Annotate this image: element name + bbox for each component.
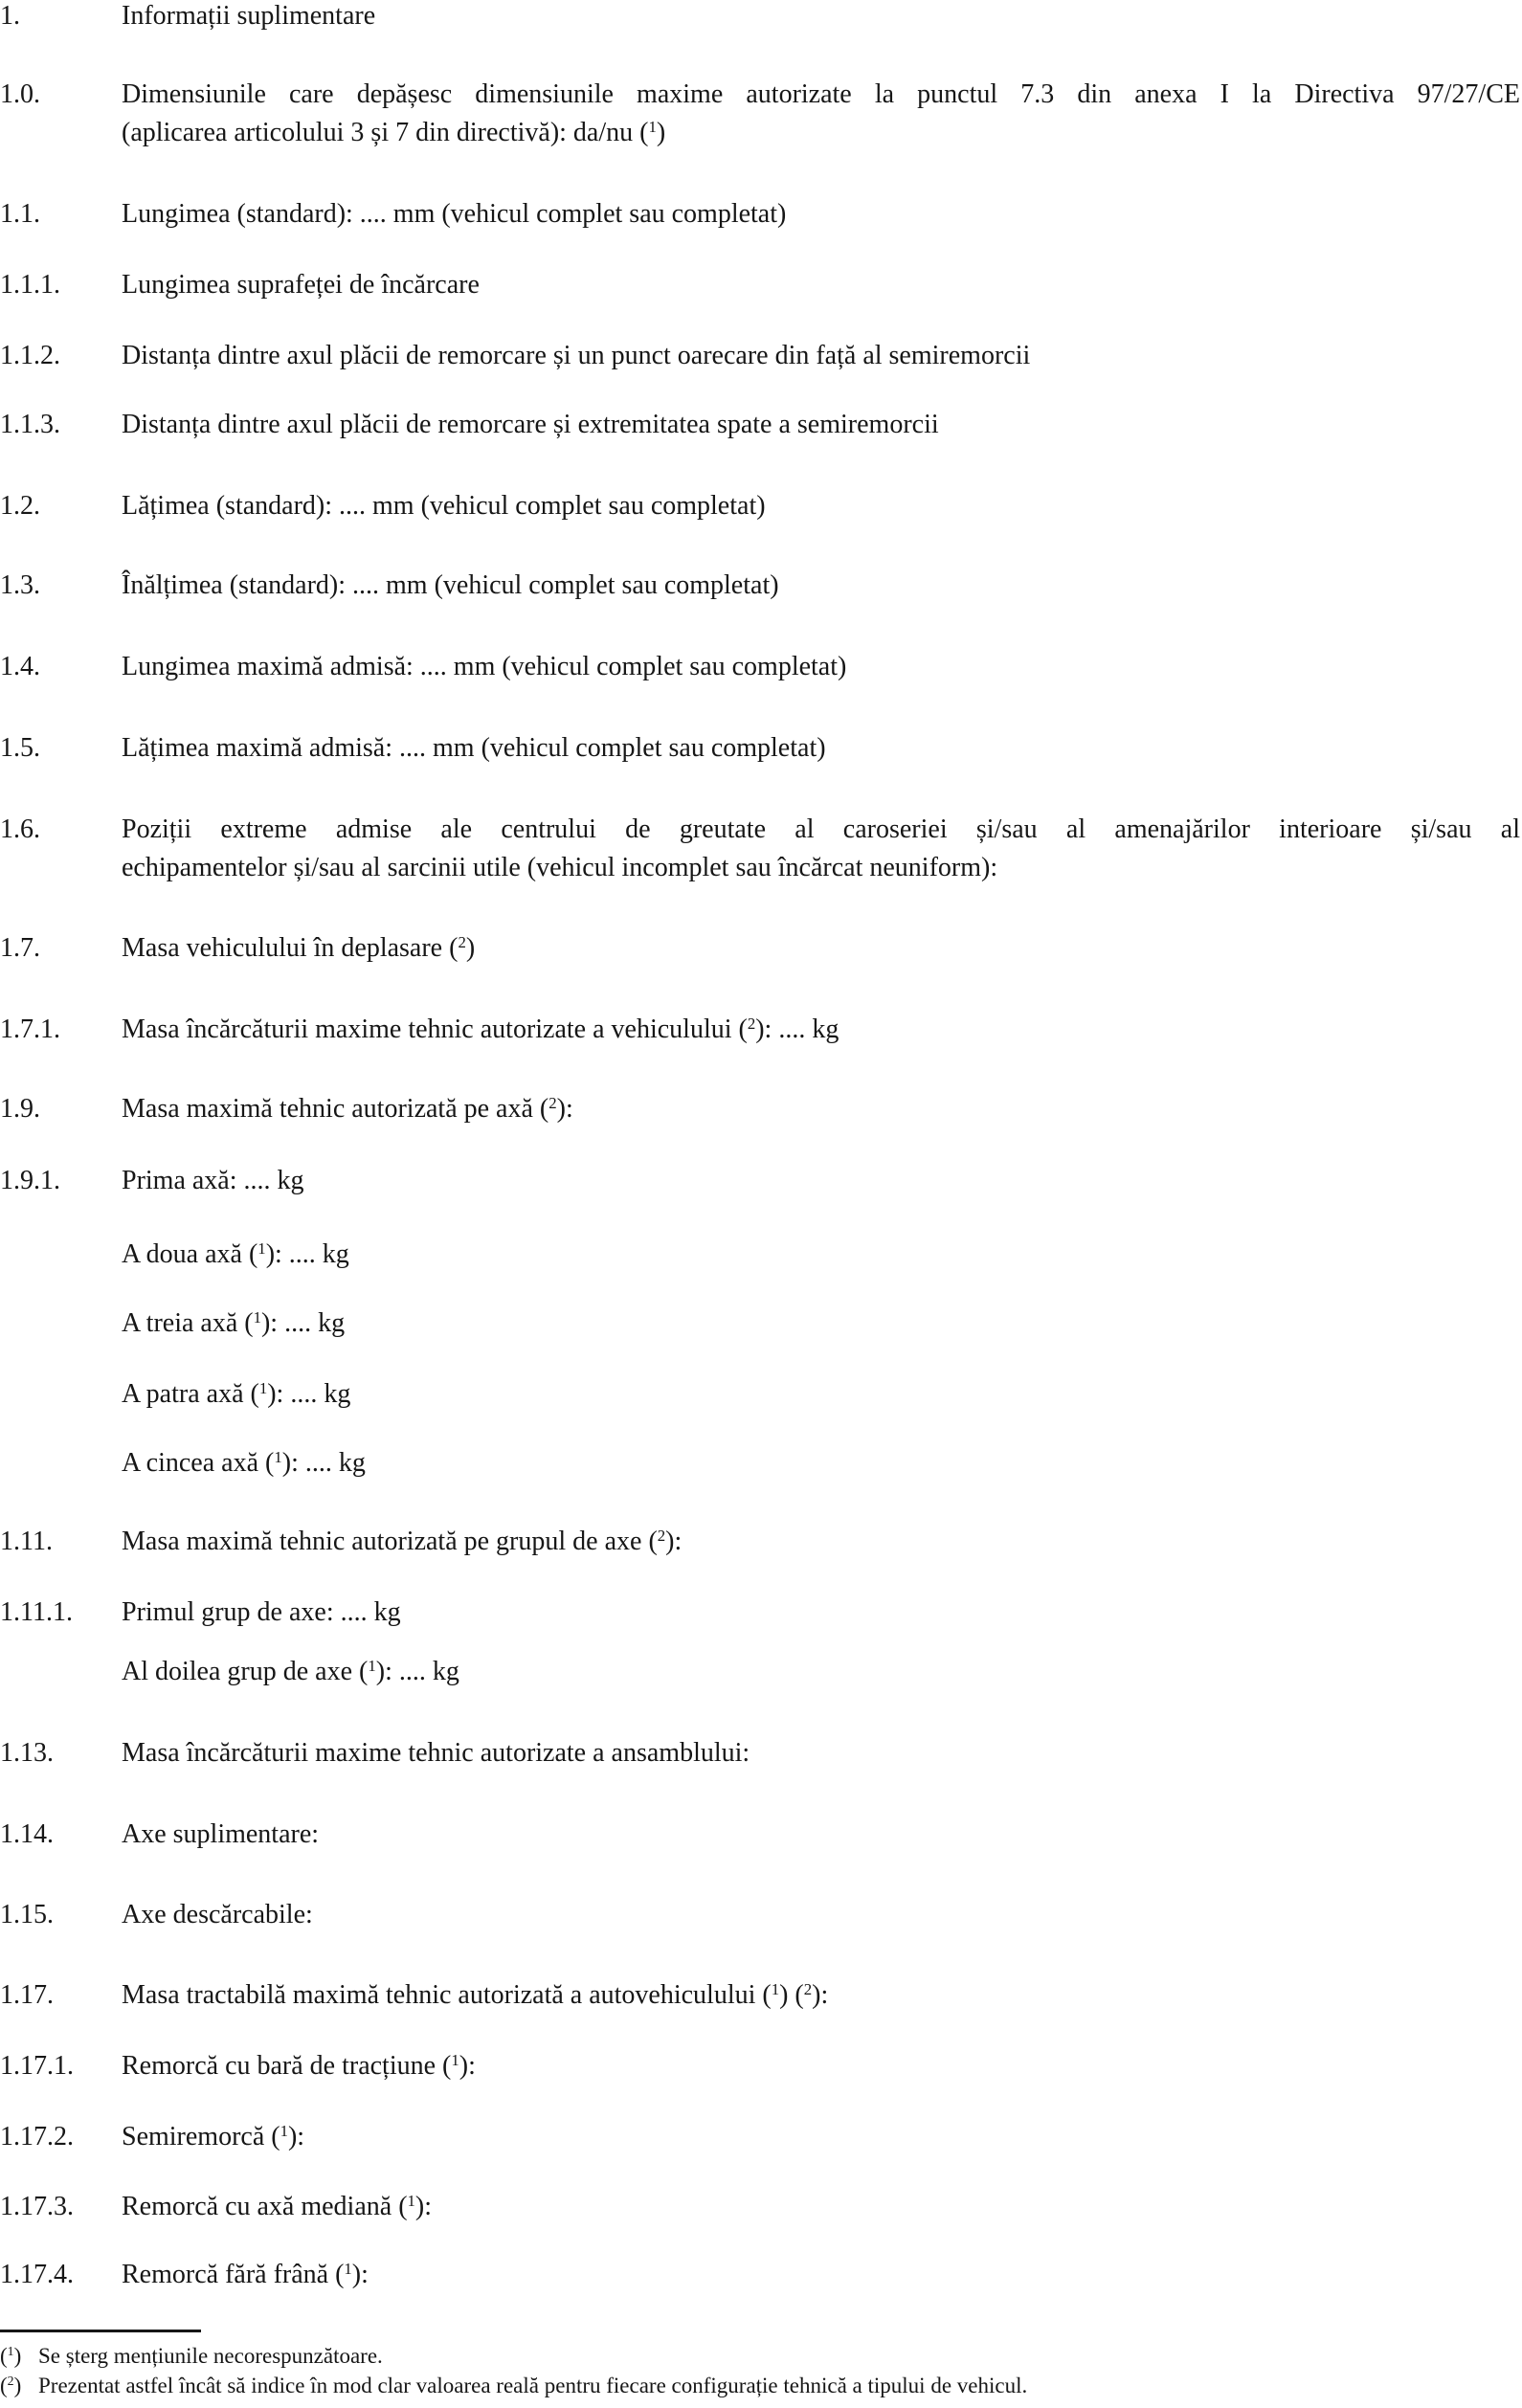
section-text	[122, 1653, 1520, 1691]
text-line	[122, 729, 1520, 768]
text-line	[122, 1444, 1520, 1483]
section-text	[122, 1090, 1520, 1128]
section-text	[122, 1011, 1520, 1049]
section-number: 1.6.	[0, 814, 40, 844]
text-line	[122, 567, 1520, 605]
footnote-reference: 1	[648, 117, 657, 136]
section-text	[122, 0, 1520, 35]
text-segment: Informații suplimentare	[122, 1, 376, 31]
footnote-marker	[0, 2341, 21, 2372]
text-line	[122, 648, 1520, 686]
section-text	[122, 2188, 1520, 2226]
text-line	[122, 1236, 1520, 1274]
section-number: 1.4.	[0, 652, 40, 681]
section-text	[122, 1444, 1520, 1483]
section-text	[122, 1594, 1520, 1632]
text-line	[122, 1653, 1520, 1691]
footnote-text: Prezentat astfel încât să indice în mod clar valoarea reală pentru fiecare configurație tehnică a tipului de vehicul.	[38, 2374, 1028, 2397]
text-line	[122, 2256, 1520, 2294]
text-line	[122, 195, 1520, 234]
text-line	[122, 1090, 1520, 1128]
text-segment: Dimensiunile care depășesc dimensiunile maxime autorizate la punctul 7.3 din anexa I la Directiva 97/27/CE	[122, 79, 1520, 109]
text-segment: Lățimea (standard): .... mm (vehicul complet sau completat)	[122, 491, 766, 521]
text-segment: Axe descărcabile:	[122, 1900, 313, 1929]
text-line	[122, 1523, 1520, 1561]
footnote-reference: 2	[747, 1014, 756, 1033]
footnote-marker	[0, 2371, 21, 2401]
text-segment: ): .... kg	[281, 1448, 366, 1478]
section-text	[122, 567, 1520, 605]
text-segment: A doua axă (	[122, 1239, 258, 1269]
section-text	[122, 487, 1520, 525]
section-text	[122, 648, 1520, 686]
section-number: 1.7.1.	[0, 1014, 60, 1044]
text-segment: Primul grup de axe: .... kg	[122, 1597, 401, 1627]
text-line	[122, 1816, 1520, 1854]
text-segment: Semiremorcă (	[122, 2122, 280, 2152]
footnote-reference: 1	[258, 1378, 268, 1397]
text-line	[122, 0, 1520, 35]
section-number: 1.3.	[0, 570, 40, 600]
text-line	[122, 487, 1520, 525]
footnote-marker-open: (	[0, 2374, 8, 2397]
text-line	[122, 849, 1520, 887]
section-number: 1.1.3.	[0, 410, 60, 439]
text-segment: Masa maximă tehnic autorizată pe grupul de axe (	[122, 1527, 658, 1556]
section-text	[122, 929, 1520, 968]
text-line	[122, 1011, 1520, 1049]
section-text	[122, 195, 1520, 234]
text-segment: ):	[287, 2122, 305, 2152]
text-segment: )	[465, 933, 476, 963]
footnote	[0, 2341, 1520, 2372]
text-segment: Prima axă: .... kg	[122, 1166, 304, 1195]
text-line	[122, 2047, 1520, 2085]
footnote-reference: 1	[407, 2191, 415, 2210]
section-text	[122, 1976, 1520, 2015]
text-segment: ):	[459, 2051, 476, 2081]
text-segment: Masa maximă tehnic autorizată pe axă (	[122, 1094, 549, 1124]
footnote-reference: 2	[803, 1979, 813, 1998]
text-segment: Masa vehiculului în deplasare (	[122, 933, 459, 963]
section-text	[122, 1162, 1520, 1200]
text-line	[122, 114, 1520, 152]
section-number: 1.1.1.	[0, 270, 60, 300]
text-segment: Lungimea (standard): .... mm (vehicul complet sau completat)	[122, 199, 787, 229]
text-line	[122, 266, 1520, 304]
section-number: 1.11.1.	[0, 1597, 73, 1627]
text-segment: ): .... kg	[265, 1239, 349, 1269]
section-text	[122, 1734, 1520, 1773]
section-text	[122, 406, 1520, 444]
section-number: 1.14.	[0, 1819, 54, 1849]
text-segment: Lățimea maximă admisă: .... mm (vehicul complet sau completat)	[122, 733, 826, 763]
text-segment: echipamentelor și/sau al sarcinii utile (vehicul incomplet sau încărcat neuniform):	[122, 853, 998, 882]
text-segment: ) (	[779, 1980, 804, 2010]
section-number: 1.1.2.	[0, 341, 60, 370]
text-line	[122, 1594, 1520, 1632]
footnote-reference: 1	[257, 1238, 266, 1258]
section-text	[122, 811, 1520, 887]
section-number: 1.2.	[0, 491, 40, 521]
section-number: 1.9.1.	[0, 1166, 60, 1195]
section-text	[122, 1816, 1520, 1854]
footnote-reference: 1	[451, 2050, 459, 2069]
footnote-reference: 1	[771, 1979, 780, 1998]
section-text	[122, 337, 1520, 375]
text-segment: Remorcă cu axă mediană (	[122, 2192, 408, 2221]
text-segment: Poziții extreme admise ale centrului de greutate al caroseriei și/sau al amenajărilor interioare și/sau al	[122, 814, 1520, 844]
text-segment: Masa încărcăturii maxime tehnic autorizate a ansamblului:	[122, 1738, 750, 1768]
footnote-marker-close: )	[13, 2344, 22, 2368]
footnote-reference: 1	[253, 1307, 261, 1327]
text-segment: ):	[351, 2260, 369, 2289]
text-segment: ):	[665, 1527, 683, 1556]
section-number: 1.0.	[0, 79, 40, 109]
section-number: 1.15.	[0, 1900, 54, 1929]
text-line	[122, 1162, 1520, 1200]
text-segment: )	[656, 118, 666, 147]
text-segment: Remorcă cu bară de tracțiune (	[122, 2051, 452, 2081]
text-segment: A cincea axă (	[122, 1448, 275, 1478]
text-segment: ):	[414, 2192, 433, 2221]
section-number: 1.5.	[0, 733, 40, 763]
footnote-marker-close: )	[13, 2374, 22, 2397]
text-line	[122, 76, 1520, 114]
text-segment: Distanța dintre axul plăcii de remorcare și un punct oarecare din față al semiremorcii	[122, 341, 1031, 370]
section-number: 1.11.	[0, 1527, 53, 1556]
section-text	[122, 729, 1520, 768]
text-segment: Lungimea suprafeței de încărcare	[122, 270, 480, 300]
text-segment: ):	[812, 1980, 829, 2010]
footnote-reference: 2	[548, 1093, 557, 1112]
section-number: 1.	[0, 1, 20, 31]
text-segment: Masa tractabilă maximă tehnic autorizată a autovehiculului (	[122, 1980, 772, 2010]
footnote-marker-open: (	[0, 2344, 8, 2368]
text-line	[122, 811, 1520, 849]
text-segment: ):	[556, 1094, 573, 1124]
text-segment: Înălțimea (standard): .... mm (vehicul complet sau completat)	[122, 570, 779, 600]
section-text	[122, 2256, 1520, 2294]
section-text	[122, 266, 1520, 304]
footnote-marker-number: 1	[7, 2344, 14, 2359]
text-line	[122, 406, 1520, 444]
section-text	[122, 1304, 1520, 1343]
text-segment: ): .... kg	[260, 1308, 346, 1338]
text-segment: Masa încărcăturii maxime tehnic autorizate a vehiculului (	[122, 1014, 748, 1044]
section-number: 1.17.1.	[0, 2051, 74, 2081]
footnote-reference: 1	[280, 2121, 288, 2140]
section-text	[122, 76, 1520, 152]
section-text	[122, 1375, 1520, 1414]
footnote-marker-number: 2	[7, 2374, 14, 2389]
section-number: 1.13.	[0, 1738, 54, 1768]
text-line	[122, 1896, 1520, 1934]
text-line	[122, 1734, 1520, 1773]
text-line	[122, 337, 1520, 375]
text-line	[122, 1976, 1520, 2015]
text-line	[122, 1375, 1520, 1414]
text-segment: ): .... kg	[267, 1379, 351, 1409]
section-text	[122, 2118, 1520, 2156]
text-segment: Remorcă fără frână (	[122, 2260, 345, 2289]
section-text	[122, 1236, 1520, 1274]
text-segment: A patra axă (	[122, 1379, 259, 1409]
section-number: 1.9.	[0, 1094, 40, 1124]
text-segment: ): .... kg	[755, 1014, 839, 1044]
section-text	[122, 2047, 1520, 2085]
footnote-text: Se șterg mențiunile necorespunzătoare.	[38, 2344, 383, 2368]
section-text	[122, 1523, 1520, 1561]
footnote-reference: 1	[344, 2259, 352, 2278]
text-line	[122, 1304, 1520, 1343]
section-text	[122, 1896, 1520, 1934]
section-number: 1.17.	[0, 1980, 54, 2010]
text-segment: Distanța dintre axul plăcii de remorcare și extremitatea spate a semiremorcii	[122, 410, 939, 439]
footnote-reference: 1	[368, 1656, 376, 1675]
text-line	[122, 2188, 1520, 2226]
section-number: 1.17.4.	[0, 2260, 74, 2289]
footnote-reference: 1	[274, 1447, 282, 1466]
text-line	[122, 2118, 1520, 2156]
footnote-separator	[0, 2330, 201, 2332]
text-segment: Axe suplimentare:	[122, 1819, 320, 1849]
footnote	[0, 2371, 1520, 2401]
footnote-reference: 2	[657, 1526, 666, 1545]
section-number: 1.1.	[0, 199, 40, 229]
text-segment: A treia axă (	[122, 1308, 254, 1338]
text-segment: ): .... kg	[375, 1657, 459, 1686]
section-number: 1.17.3.	[0, 2192, 74, 2221]
section-number: 1.17.2.	[0, 2122, 74, 2152]
section-number: 1.7.	[0, 933, 40, 963]
text-segment: Lungimea maximă admisă: .... mm (vehicul complet sau completat)	[122, 652, 847, 681]
footnote-reference: 2	[458, 932, 466, 951]
text-segment: Al doilea grup de axe (	[122, 1657, 369, 1686]
text-segment: (aplicarea articolului 3 și 7 din directivă): da/nu (	[122, 118, 649, 147]
text-line	[122, 929, 1520, 968]
